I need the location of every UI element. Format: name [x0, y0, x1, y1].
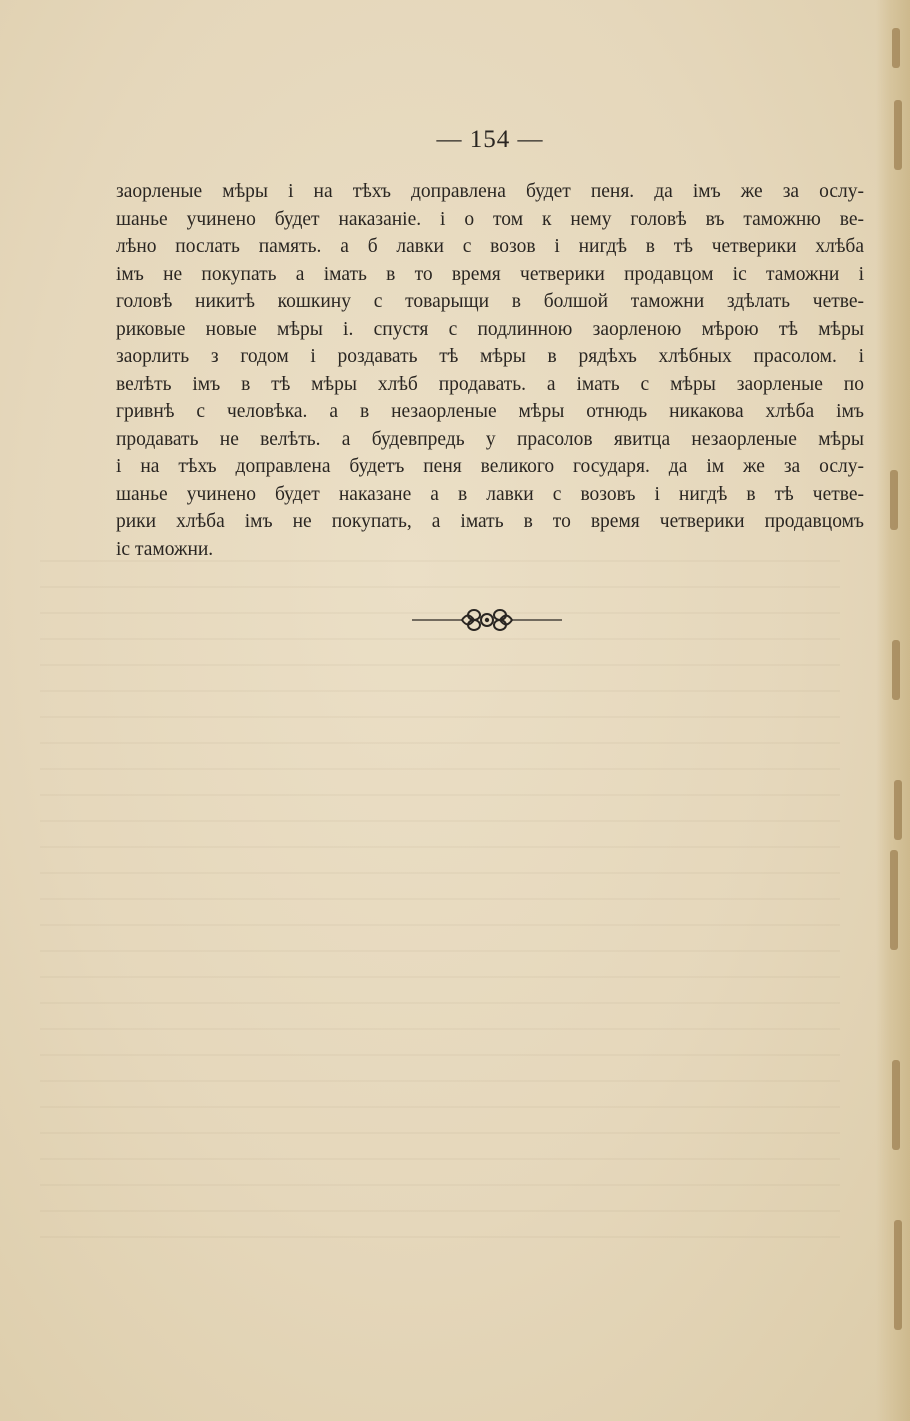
edge-stain-mark: [892, 1060, 900, 1150]
text-line: шанье учинено будет наказаніе. і о том к нему головѣ въ таможню ве-: [116, 208, 864, 230]
edge-stain-mark: [892, 28, 900, 68]
text-line: іс таможни.: [116, 538, 214, 560]
edge-stain-mark: [890, 850, 898, 950]
text-line: шанье учинено будет наказане а в лавки с возовъ і нигдѣ в тѣ четве-: [116, 483, 864, 505]
fleuron-divider-icon: [412, 605, 562, 635]
page-edge-stain: [876, 0, 910, 1421]
text-line: рики хлѣба імъ не покупать, а імать в то время четверики продавцомъ: [116, 511, 864, 532]
page-number: — 154 —: [436, 126, 544, 153]
edge-stain-mark: [894, 780, 902, 840]
text-line: продавать не велѣть. а будевпредь у прасолов явитца незаорленые мѣры: [116, 428, 864, 450]
text-line: велѣть імъ в тѣ мѣры хлѣб продавать. а імать с мѣры заорленые по: [116, 373, 864, 395]
show-through-texture: [40, 560, 840, 1240]
text-line: і на тѣхъ доправлена будетъ пеня великого государя. да ім же за ослу-: [116, 456, 864, 477]
edge-stain-mark: [894, 1220, 902, 1330]
text-line: риковые новые мѣры і. спустя с подлинною заорленою мѣрою тѣ мѣры: [116, 318, 864, 340]
text-line: заорленые мѣры і на тѣхъ доправлена будет пеня. да імъ же за ослу-: [116, 181, 864, 202]
text-line: імъ не покупать а імать в то время четверики продавцом іс таможни і: [116, 263, 864, 285]
text-line: головѣ никитѣ кошкину с товарыщи в болшой таможни здѣлать четве-: [116, 291, 864, 312]
text-line: заорлить з годом і роздавать тѣ мѣры в рядѣхъ хлѣбных прасолом. і: [116, 346, 864, 367]
text-line: лѣно послать память. а б лавки с возов і нигдѣ в тѣ четверики хлѣба: [116, 236, 864, 257]
edge-stain-mark: [890, 470, 898, 530]
text-line: гривнѣ с человѣка. а в незаорленые мѣры отнюдь никакова хлѣба імъ: [116, 401, 864, 422]
body-text: [116, 178, 864, 563]
edge-stain-mark: [892, 640, 900, 700]
